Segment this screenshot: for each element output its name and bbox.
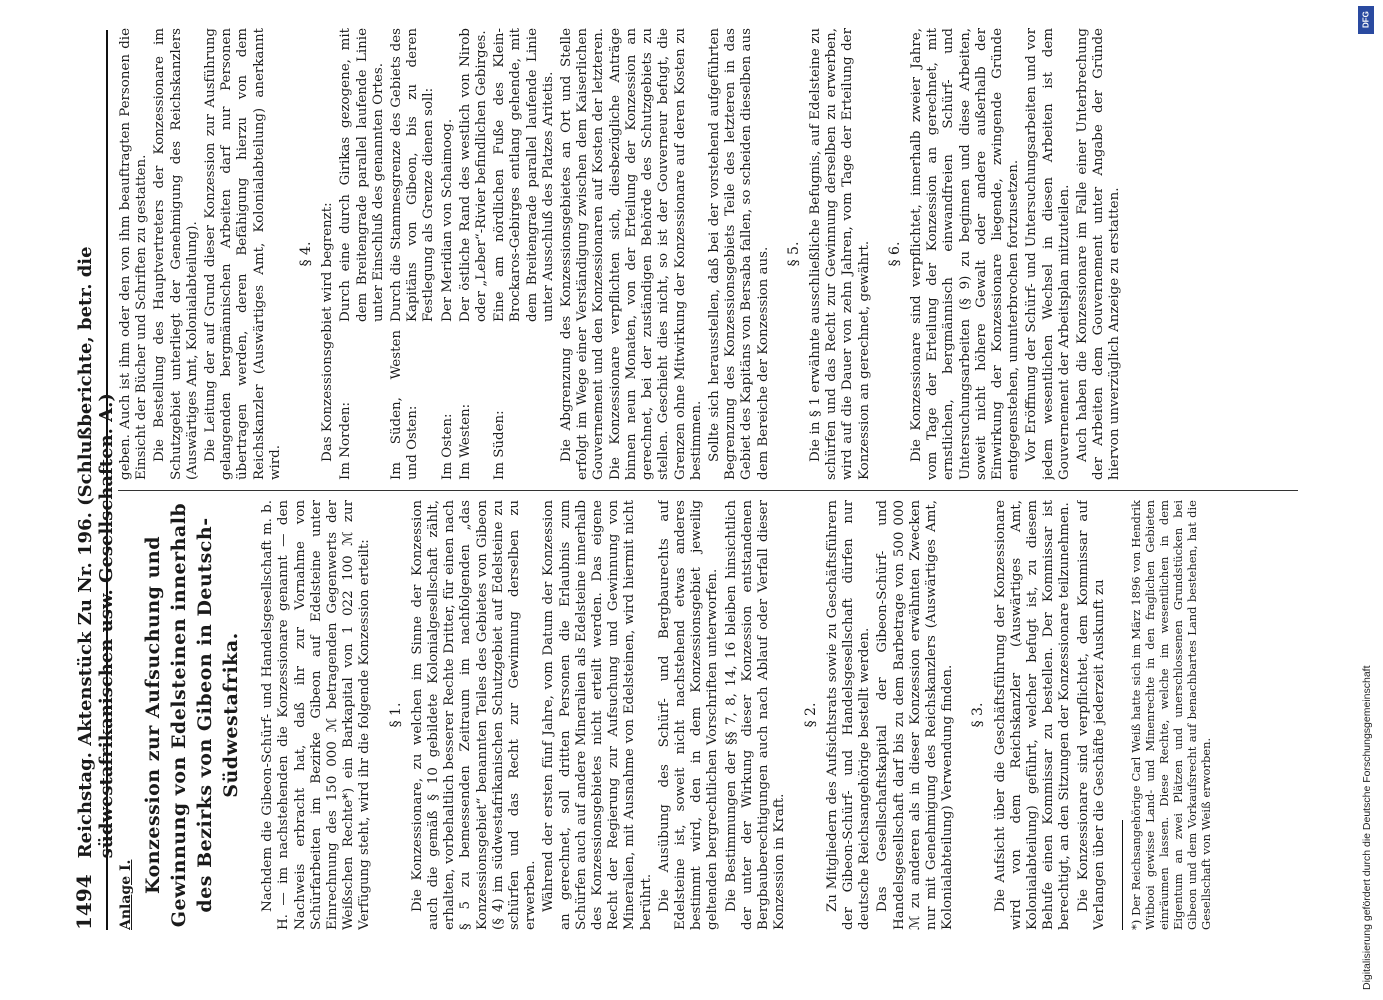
concession-title: Konzession zur Aufsuchung und Gewinnung von Edelsteinen innerhalb des Bezirks von Gibeon in Deutsch-Südwestafrika.	[142, 502, 243, 928]
paragraph: Das Konzessionsgebiet wird begrenzt:	[320, 202, 336, 462]
intro-paragraph: Nachdem die Gibeon-Schürf- und Handelsgesellschaft m. b. H. — im nachstehenden die Konzessionare genannt — den Nachweis erbracht hat, daß ihr zur Vornahme von Schürfarbeiten im Bezirke Gibeon auf Edelsteine unter Einrechnung des 150 000 ℳ betragenden Gegenwerts der Weißschen Rechte*) ein Barkapital von 1 022 100 ℳ zur Verfügung steht, wird ihr die folgende Konzession erteilt:	[260, 500, 373, 930]
page-number: 1494	[72, 874, 96, 930]
footnote: *) Der Reichsangehörige Carl Weiß hatte sich im März 1896 von Hendrik Witbooi gewisse Land- und Minenrechte in den fraglichen Gebieten einräumen lassen. Diese Rechte, welche im wesentlichen in dem Eigentum an zwei Plätzen und unerschlossenen Grundstücken bei Gibeon und dem Vorkaufsrecht auf benachbartes Land bestehen, hat die Gesellschaft von Weiß erworben.	[1128, 500, 1213, 930]
paragraph: Zu Mitgliedern des Aufsichtsrats sowie zu Geschäftsführern der Gibeon-Schürf- und Handelsgesellschaft dürfen nur deutsche Reichsangehörige bestellt werden.	[824, 500, 873, 930]
section-heading: § 5.	[785, 241, 802, 267]
boundary-text: Eine am nördlichen Fuße des Klein-Brockaros-Gebirges entlang gehende, mit dem Breitengrade parallel laufende Linie unter Ausschluß des Platzes Aritetis.	[492, 28, 556, 322]
boundary-label: Im Süden, Westen und Osten:	[389, 330, 421, 480]
section-heading: § 3.	[970, 702, 987, 728]
appendix-label: Anlage I.	[118, 859, 134, 930]
paragraph: Die Abgrenzung des Konzessionsgebietes an Ort und Stelle erfolgt im Wege einer Verständigung zwischen dem Kaiserlichen Gouvernement und den Konzessionaren auf Kosten der letzteren. Die Konzessionare verpflichten sich, diesbezügliche Anträge binnen neun Monaten, von der Erteilung der Konzession an gerechnet, bei der zuständigen Behörde des Schutzgebiets zu stellen. Geschieht dies nicht, so ist der Gouverneur befugt, die Grenzen ohne Mitwirkung der Konzessionare auf deren Kosten zu bestimmen.	[559, 28, 704, 480]
paragraph: Die Bestellung des Hauptvertreters der Konzessionare im Schutzgebiet unterliegt der Genehmigung des Reichskanzlers (Auswärtiges Amt, Kolonialabteilung).	[152, 28, 200, 480]
section-heading: § 6.	[886, 241, 903, 267]
section-heading: § 2.	[802, 702, 819, 728]
paragraph: Auch haben die Konzessionare im Falle einer Unterbrechung der Arbeiten dem Gouvernement unter Angabe der Gründe hiervon unverzüglich Anzeige zu erstatten.	[1074, 28, 1123, 480]
paragraph-continuation: geben. Auch ist ihm oder den von ihm beauftragten Personen die Einsicht der Bücher und Schriften zu gestatten.	[118, 28, 150, 480]
section-heading: § 1.	[387, 702, 404, 728]
paragraph: Die Konzessionare sind verpflichtet, dem Kommissar auf Verlangen über die Geschäfte jederzeit Auskunft zu	[1075, 500, 1107, 930]
boundary-label: Im Norden:	[338, 401, 354, 480]
paragraph: Das Gesellschaftskapital der Gibeon-Schürf- und Handelsgesellschaft darf bis zu dem Barbetrage von 500 000 ℳ zu anderen als in dieser Konzession erwähnten Zwecken nur mit Genehmigung des Reichskanzlers (Auswärtiges Amt, Kolonialabteilung) Verwendung finden.	[875, 500, 956, 930]
paragraph: Sollte sich herausstellen, daß bei der vorstehend aufgeführten Begrenzung des Konzessionsgebiets Teile des letzteren in das Gebiet des Kapitäns von Bersaba fallen, so scheiden dieselben aus dem Bereiche der Konzession aus.	[706, 28, 771, 480]
boundary-text: Durch eine durch Girikas gezogene, mit dem Breitengrade parallel laufende Linie unter Einschluß des genannten Ortes.	[338, 28, 386, 322]
boundary-entry	[338, 28, 387, 480]
paragraph: Die Ausübung des Schürf- und Bergbaurechts auf Edelsteine ist, soweit nicht nachstehend etwas anderes bestimmt wird, den in dem Konzessionsgebiet jeweilig geltenden bergrechtlichen Vorschriften unterworfen.	[656, 500, 721, 930]
right-column	[118, 28, 1298, 480]
paragraph: Die in § 1 erwähnte ausschließliche Befugnis, auf Edelsteine zu schürfen und das Recht zur Gewinnung derselben zu erwerben, wird auf die Dauer von zehn Jahren, vom Tage der Erteilung der Konzession an gerechnet, gewährt.	[807, 28, 872, 480]
boundary-entry	[440, 28, 456, 480]
paragraph: Die Leitung der auf Grund dieser Konzession zur Ausführung gelangenden bergmännischen Arbeiten darf nur Personen übertragen werden, deren Befähigung hierzu von dem Reichskanzler (Auswärtiges Amt, Kolonialabteilung) anerkannt wird.	[203, 28, 283, 480]
paragraph: Die Konzessionare sind verpflichtet, innerhalb zweier Jahre, vom Tage der Erteilung der Konzession an gerechnet, mit ernstlichen, bergmännisch einwandfreien Schürf- und Untersuchungsarbeiten (§ 9) zu beginnen und diese Arbeiten, soweit nicht höhere Gewalt oder andere außerhalb der Einwirkung der Konzessionare liegende, zwingende Gründe entgegenstehen, ununterbrochen fortzusetzen.	[908, 28, 1022, 480]
left-column	[118, 500, 1298, 930]
boundary-label: Im Osten:	[439, 413, 455, 480]
boundary-label: Im Süden:	[492, 410, 508, 480]
paragraph: Vor Eröffnung der Schürf- und Untersuchungsarbeiten und vor jedem wesentlichen Wechsel in diesen Arbeiten ist dem Gouvernement der Arbeitsplan mitzuteilen.	[1024, 28, 1072, 480]
section-heading: § 4.	[298, 241, 315, 267]
column-divider	[118, 490, 1298, 491]
paragraph: Während der ersten fünf Jahre, vom Datum der Konzession an gerechnet, soll dritten Personen die Erlaubnis zum Schürfen auch auf andere Mineralien als Edelsteine innerhalb des Konzessionsgebietes nicht erteilt werden. Das eigene Recht der Regierung zur Aufsuchung und Gewinnung von Mineralien, mit Ausnahme von Edelsteinen, wird hiermit nicht berührt.	[541, 500, 654, 930]
boundary-text: Der Meridian von Schaimoog.	[439, 118, 455, 322]
paragraph: Die Bestimmungen der §§ 7, 8, 14, 16 bleiben hinsichtlich der unter der Wirkung dieser Konzession entstandenen Bergbauberechtigungen auch nach Ablauf oder Verfall dieser Konzession in Kraft.	[723, 500, 788, 930]
boundary-text: Der östliche Rand des westlich von Nirob oder „Leber“-Rivier befindlichen Gebirges.	[457, 28, 490, 322]
footnote-divider	[1122, 820, 1123, 930]
boundary-entry	[389, 28, 438, 480]
digitization-note: Digitalisierung gefördert durch die Deutsche Forschungsgemeinschaft	[1361, 665, 1373, 990]
boundary-text: Durch die Stammesgrenze des Gebiets des Kapitäns von Gibeon, bis zu deren Festlegung als Grenze dienen soll:	[389, 28, 437, 322]
running-head: Reichstag. Aktenstück Zu Nr. 196. (Schlußberichte, betr. die südwestafrikanischen usw. Gesellschaften. A.)	[75, 246, 117, 859]
dfg-logo: DFG	[1358, 6, 1374, 34]
running-header	[72, 30, 117, 930]
boundary-label: Im Westen:	[457, 403, 473, 480]
boundary-entry	[458, 28, 490, 480]
paragraph: Die Konzessionare, zu welchen im Sinne der Konzession auch die gemäß § 10 gebildete Kolonialgesellschaft zählt, erhalten, vorbehaltlich besserer Rechte Dritter, für einen nach § 5 zu bemessenden Zeitraum im nachfolgenden „das Konzessionsgebiet“ benannten Teiles des Gebietes von Gibeon (§ 4) im südwestafrikanischen Schutzgebiet auf Edelsteine zu schürfen und das Recht zur Gewinnung derselben zu erwerben.	[409, 500, 539, 930]
paragraph: Die Aufsicht über die Geschäftsführung der Konzessionare wird von dem Reichskanzler (Auswärtiges Amt, Kolonialabteilung) geführt, welcher befugt ist, zu diesem Behufe einen Kommissar zu bestellen. Der Kommissar ist berechtigt, an den Sitzungen der Konzessionare teilzunehmen.	[992, 500, 1073, 930]
boundary-entry	[492, 28, 557, 480]
